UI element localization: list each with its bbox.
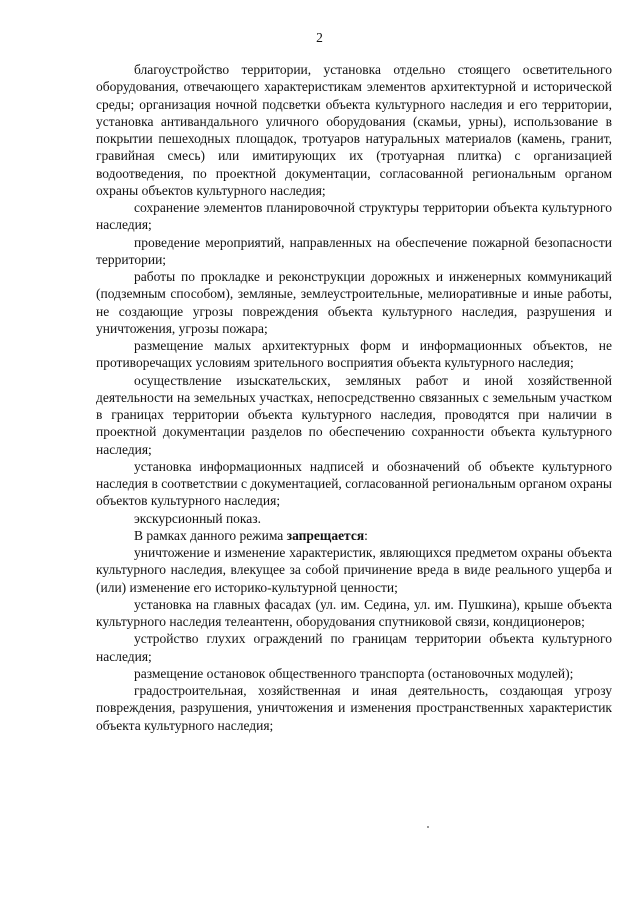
paragraph-survey-works: осуществление изыскательских, земляных работ и иной хозяйственной деятельности на земельных участках, непосредственно связанных с земельным участком в границах территории объекта культурного наследия, проводятся при наличии в проектной документации разделов по обеспечению сохранности объекта культурного наследия; <box>96 372 612 457</box>
paragraph-small-forms: размещение малых архитектурных форм и информационных объектов, не противоречащих условиям зрительного восприятия объекта культурного наследия; <box>96 338 612 371</box>
prohibited-transport-stops: размещение остановок общественного транспорта (остановочных модулей); <box>134 665 574 681</box>
prohibited-facade-equipment: установка на главных фасадах (ул. им. Седина, ул. им. Пушкина), крыше объекта культурного наследия телеантенн, оборудования спутниковой связи, кондиционеров; <box>96 596 612 629</box>
prohibited-fences: устройство глухих ограждений по границам территории объекта культурного наследия; <box>96 631 612 664</box>
regime-intro <box>96 527 612 544</box>
paragraph-info-signs: установка информационных надписей и обозначений об объекте культурного наследия в соответствии с документацией, согласованной региональным органом охраны объектов культурного наследия; <box>96 458 612 509</box>
paragraph-communications: работы по прокладке и реконструкции дорожных и инженерных коммуникаций (подземным способом), земляные, землеустроительные, мелиоративные и иные работы, не создающие угрозы повреждения объекта культурного наследия, разрушения и уничтожения, угрозы пожара; <box>96 269 612 336</box>
paragraph-fire-safety: проведение мероприятий, направленных на обеспечение пожарной безопасности территории; <box>96 234 612 267</box>
page-number: 2 <box>316 30 323 45</box>
prohibited-destruction: уничтожение и изменение характеристик, являющихся предметом охраны объекта культурного наследия, влекущее за собой причинение вреда в виде реального ущерба и (или) изменение его историко-культурной ценности; <box>96 545 612 595</box>
regime-intro-prefix: В рамках данного режима <box>134 527 287 543</box>
paragraph-planning-structure: сохранение элементов планировочной структуры территории объекта культурного наследия; <box>96 200 612 233</box>
prohibited-threatening-activity: градостроительная, хозяйственная и иная деятельность, создающая угрозу повреждения, разрушения, уничтожения и изменения пространственных характеристик объекта культурного наследия; <box>96 683 612 733</box>
regime-intro-emphasis: запрещается <box>286 527 365 543</box>
scan-dot <box>427 826 429 828</box>
paragraph-improvement: благоустройство территории, установка отдельно стоящего осветительного оборудования, отвечающего характеристикам элементов архитектурной и исторической среды; организация ночной подсветки объекта культурного наследия и его территории, установка антивандального уличного оборудования (скамьи, урны), использование в покрытии пешеходных площадок, тротуаров натуральных материалов (камень, гранит, гравийная смесь) или имитирующих их (тротуарная плитка) с организацией водоотведения, по проектной документации, согласованной региональным органом охраны объектов культурного наследия; <box>96 62 612 198</box>
paragraph-excursion: экскурсионный показ. <box>134 510 261 526</box>
regime-intro-suffix: : <box>364 527 368 543</box>
document-body <box>96 61 612 734</box>
